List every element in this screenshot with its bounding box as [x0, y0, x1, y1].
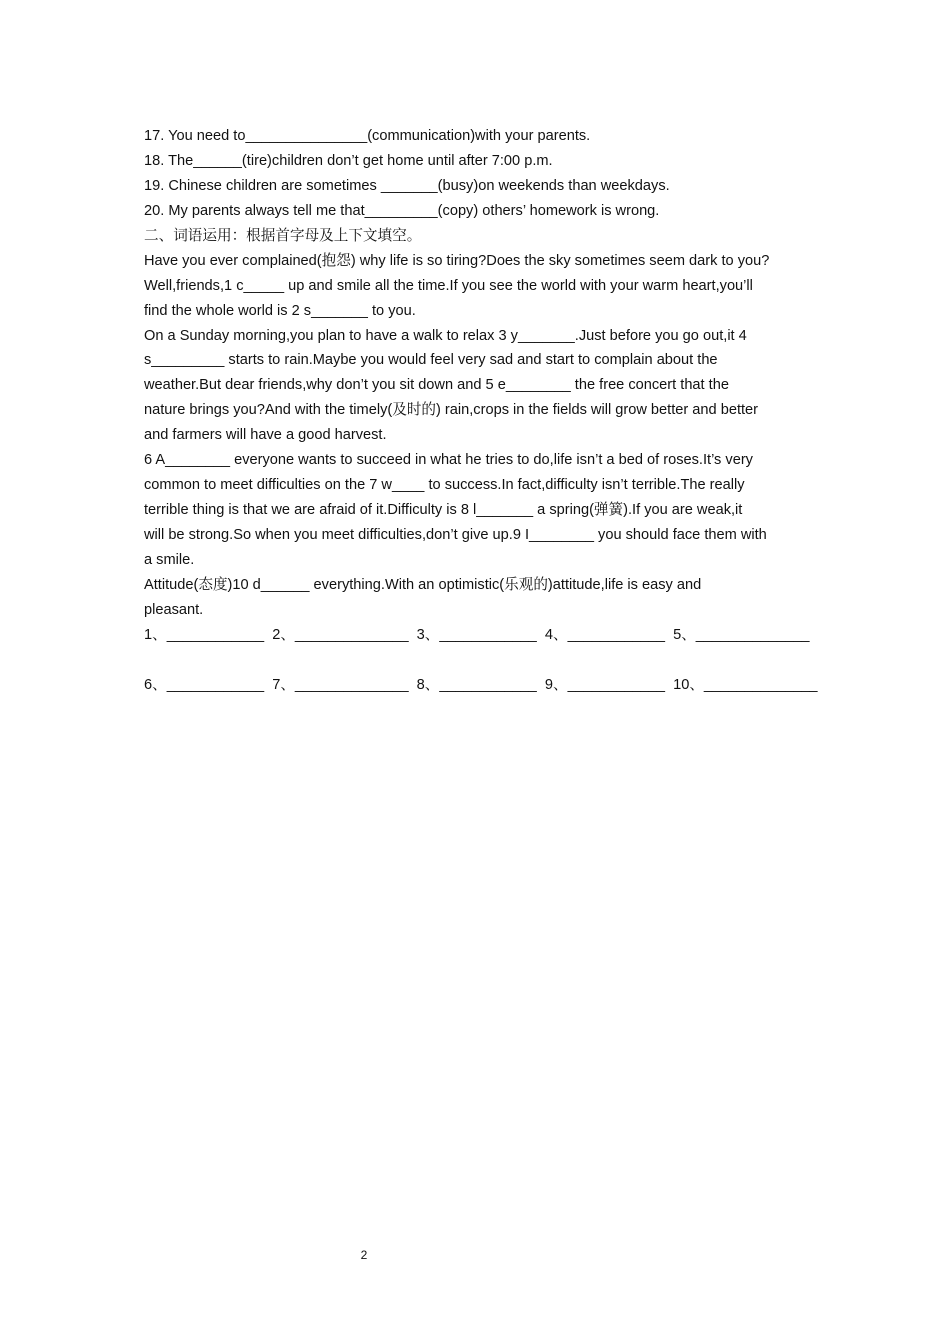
passage-line: Have you ever complained(抱怨) why life is so tiring?Does the sky sometimes seem dark to you? — [144, 252, 770, 269]
cloze-passage — [144, 249, 810, 623]
worksheet-body — [144, 124, 818, 698]
answer-blanks-row-2: 6、____________ 7、______________ 8、____________ 9、____________ 10、______________ — [144, 676, 818, 693]
passage-line: Well,friends,1 c_____ up and smile all the time.If you see the world with your warm heart,you’ll — [144, 277, 753, 294]
passage-line: s_________ starts to rain.Maybe you would feel very sad and start to complain about the — [144, 352, 718, 369]
passage-line: and farmers will have a good harvest. — [144, 427, 387, 444]
passage-line: weather.But dear friends,why don’t you sit down and 5 e________ the free concert that the — [144, 377, 729, 394]
passage-line: find the whole world is 2 s_______ to you. — [144, 302, 416, 319]
passage-line: 6 A________ everyone wants to succeed in what he tries to do,life isn’t a bed of roses.It’s very — [144, 452, 753, 469]
page-number: 2 — [360, 1248, 368, 1262]
question-18: 18. The______(tire)children don’t get home until after 7:00 p.m. — [144, 152, 553, 169]
passage-line: a smile. — [144, 551, 195, 568]
passage-line: will be strong.So when you meet difficulties,don’t give up.9 I________ you should face them with — [144, 527, 767, 543]
passage-line: common to meet difficulties on the 7 w____ to success.In fact,difficulty isn’t terrible.The really — [144, 477, 745, 494]
section-2-heading: 二、词语运用：根据首字母及上下文填空。 — [144, 227, 422, 244]
passage-line: nature brings you?And with the timely(及时的) rain,crops in the fields will grow better and better — [144, 402, 759, 419]
passage-line: terrible thing is that we are afraid of it.Difficulty is 8 l_______ a spring(弹簧).If you are weak,it — [144, 502, 743, 519]
passage-line: Attitude(态度)10 d______ everything.With an optimistic(乐观的)attitude,life is easy and — [144, 576, 702, 593]
passage-line: pleasant. — [144, 601, 204, 618]
passage-line: On a Sunday morning,you plan to have a walk to relax 3 y_______.Just before you go out,it 4 — [144, 327, 747, 344]
question-20: 20. My parents always tell me that_________(copy) others’ homework is wrong. — [144, 202, 660, 219]
blank-line-spacer — [144, 648, 810, 673]
question-19: 19. Chinese children are sometimes _______(busy)on weekends than weekdays. — [144, 177, 670, 194]
question-17: 17. You need to_______________(communication)with your parents. — [144, 128, 591, 144]
answer-blanks-row-1: 1、____________ 2、______________ 3、____________ 4、____________ 5、______________ — [144, 626, 810, 643]
